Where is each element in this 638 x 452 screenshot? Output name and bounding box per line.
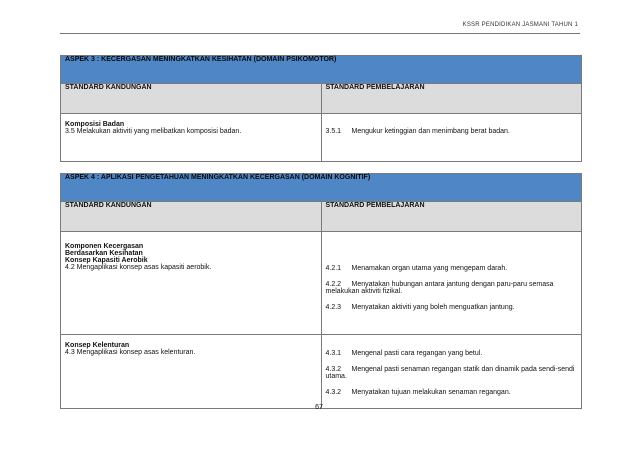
page-number: 67	[315, 404, 323, 411]
table-row	[61, 335, 582, 409]
kandungan-cell	[61, 114, 322, 162]
standard-item	[326, 304, 578, 311]
pembelajaran-cell	[321, 114, 582, 162]
header-rule	[60, 33, 580, 34]
standard-item	[326, 265, 578, 272]
aspek-3-title-row	[61, 56, 582, 84]
kandungan-item: 4.2 Mengaplikasi konsep asas kapasiti aerobik.	[65, 264, 212, 271]
kandungan-item: 4.3 Mengaplikasi konsep asas kelenturan.	[65, 349, 196, 356]
standard-text: Mengukur ketinggian dan menimbang berat badan.	[351, 128, 510, 135]
aspek-4-table	[60, 173, 582, 409]
col-standard-kandungan: STANDARD KANDUNGAN	[61, 84, 322, 114]
pembelajaran-cell	[321, 232, 582, 335]
standard-item	[326, 281, 578, 295]
aspek-3-header-row	[61, 84, 582, 114]
kandungan-heading: Konsep Kapasiti Aerobik	[65, 257, 148, 264]
col-standard-pembelajaran: STANDARD PEMBELAJARAN	[321, 84, 582, 114]
standard-number: 4.2.1	[325, 265, 342, 272]
standard-text: Mengenal pasti senaman regangan statik dan dinamik pada sendi-sendi utama.	[325, 366, 575, 380]
kandungan-item: 3.5 Melakukan aktiviti yang melibatkan komposisi badan.	[65, 128, 242, 135]
standard-number: 4.3.2	[325, 389, 342, 396]
kandungan-heading: Berdasarkan Kesihatan	[65, 250, 143, 257]
standard-number: 4.3.1	[325, 350, 342, 357]
standard-item	[326, 366, 578, 380]
standard-item	[326, 389, 578, 396]
standard-text: Menyatakan tujuan melakukan senaman regangan.	[351, 389, 511, 396]
standard-number: 4.2.3	[325, 304, 342, 311]
kandungan-heading: Konsep Kelenturan	[65, 342, 130, 349]
table-row	[61, 114, 582, 162]
kandungan-cell	[61, 335, 322, 409]
standard-text: Menamakan organ utama yang mengepam darah.	[351, 265, 508, 272]
standard-number: 4.2.2	[325, 281, 342, 288]
standard-number: 4.3.2	[325, 366, 342, 373]
col-standard-kandungan: STANDARD KANDUNGAN	[61, 202, 322, 232]
standard-text: Menyatakan aktiviti yang boleh menguatkan jantung.	[351, 304, 515, 311]
aspek-3-title: ASPEK 3 : KECERGASAN MENINGKATKAN KESIHATAN (DOMAIN PSIKOMOTOR)	[61, 56, 582, 84]
standard-item	[326, 128, 578, 135]
aspek-3-table	[60, 55, 582, 162]
kandungan-cell	[61, 232, 322, 335]
kandungan-heading: Komposisi Badan	[65, 121, 125, 128]
running-header: KSSR PENDIDIKAN JASMANI TAHUN 1	[462, 22, 578, 28]
kandungan-heading: Komponen Kecergasan	[65, 243, 144, 250]
table-row	[61, 232, 582, 335]
standard-text: Menyatakan hubungan antara jantung dengan paru-paru semasa melakukan aktiviti fizikal.	[325, 281, 554, 295]
aspek-4-title-row	[61, 174, 582, 202]
pembelajaran-cell	[321, 335, 582, 409]
col-standard-pembelajaran: STANDARD PEMBELAJARAN	[321, 202, 582, 232]
standard-number: 3.5.1	[325, 128, 342, 135]
standard-text: Mengenal pasti cara regangan yang betul.	[351, 350, 483, 357]
standard-item	[326, 350, 578, 357]
aspek-4-title: ASPEK 4 : APLIKASI PENGETAHUAN MENINGKATKAN KECERGASAN (DOMAIN KOGNITIF)	[61, 174, 582, 202]
aspek-4-header-row	[61, 202, 582, 232]
